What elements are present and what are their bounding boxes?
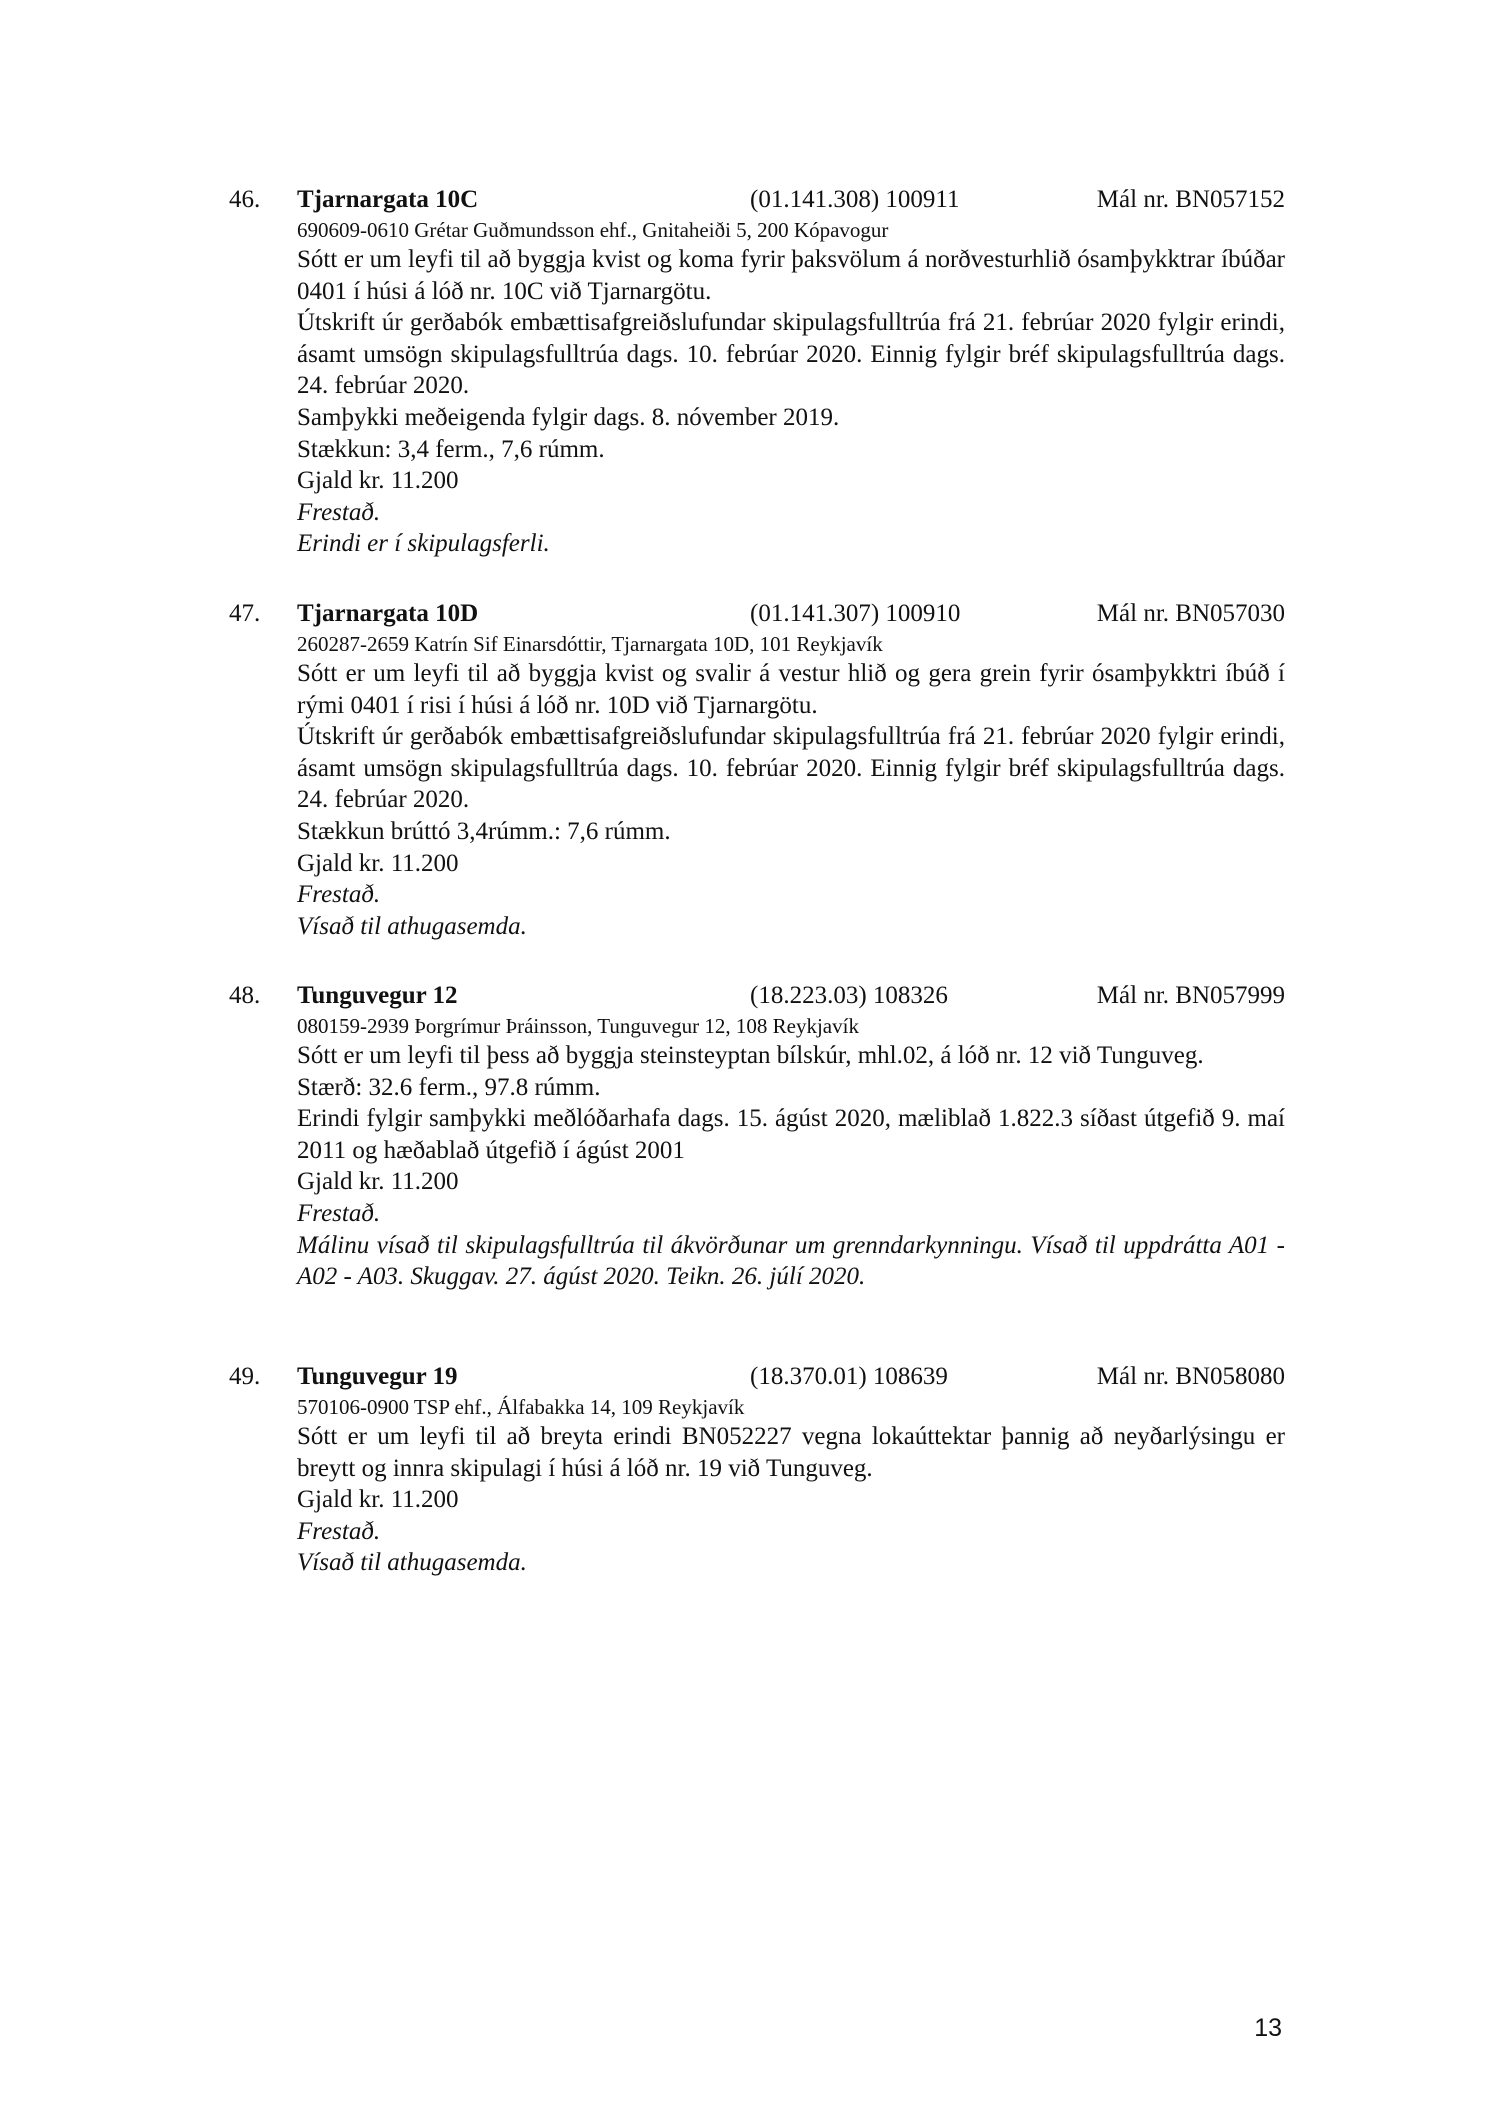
land-id: (18.370.01) 108639	[750, 1363, 948, 1390]
meeting-extract: Útskrift úr gerðabók embættisafgreiðslufundar skipulagsfulltrúa frá 21. febrúar 2020 fylgir erindi, ásamt umsögn skipulagsfulltrúa dags. 10. febrúar 2020. Einnig fylgir bréf skipulagsfulltrúa dags. 24. febrúar 2020.	[297, 723, 1285, 814]
page-number: 13	[1254, 2014, 1282, 2042]
decision: Frestað.	[297, 498, 381, 526]
case-reference: Mál nr. BN058080	[1096, 1363, 1285, 1390]
applicant-line: 690609-0610 Grétar Guðmundsson ehf., Gnitaheiði 5, 200 Kópavogur	[297, 218, 889, 242]
case-number: 47.	[229, 600, 261, 627]
case-body	[297, 1421, 1285, 1579]
case-entry-47	[229, 597, 1285, 942]
case-description: Sótt er um leyfi til þess að byggja steinsteyptan bílskúr, mhl.02, á lóð nr. 12 við Tunguveg.	[297, 1042, 1204, 1069]
case-description: Sótt er um leyfi til að byggja kvist og svalir á vestur hlið og gera grein fyrir ósamþykktri íbúð í rými 0401 í risi í húsi á lóð nr. 10D við Tjarnargötu.	[297, 660, 1285, 719]
fee: Gjald kr. 11.200	[297, 1486, 459, 1514]
case-body	[297, 1040, 1285, 1293]
case-header	[229, 1360, 1285, 1393]
case-reference: Mál nr. BN057999	[1096, 982, 1285, 1009]
decision-note: Málinu vísað til skipulagsfulltrúa til ákvörðunar um grenndarkynningu. Vísað til uppdrátta A01 - A02 - A03. Skuggav. 27. ágúst 2020. Teikn. 26. júlí 2020.	[297, 1231, 1285, 1291]
fee: Gjald kr. 11.200	[297, 849, 459, 877]
case-address: Tjarnargata 10C	[297, 186, 479, 213]
applicant-line: 260287-2659 Katrín Sif Einarsdóttir, Tjarnargata 10D, 101 Reykjavík	[297, 632, 883, 656]
size-change: Stækkun brúttó 3,4rúmm.: 7,6 rúmm.	[297, 817, 671, 845]
decision-note: Vísað til athugasemda.	[297, 912, 527, 940]
land-id: (18.223.03) 108326	[750, 982, 948, 1009]
case-body	[297, 658, 1285, 942]
attachments: Erindi fylgir samþykki meðlóðarhafa dags. 15. ágúst 2020, mæliblað 1.822.3 síðast útgefið 9. maí 2011 og hæðablað útgefið í ágúst 2001	[297, 1105, 1285, 1164]
decision-note: Vísað til athugasemda.	[297, 1549, 527, 1577]
size-change: Stækkun: 3,4 ferm., 7,6 rúmm.	[297, 435, 605, 463]
case-reference: Mál nr. BN057030	[1096, 600, 1285, 627]
meeting-extract: Útskrift úr gerðabók embættisafgreiðslufundar skipulagsfulltrúa frá 21. febrúar 2020 fylgir erindi, ásamt umsögn skipulagsfulltrúa dags. 10. febrúar 2020. Einnig fylgir bréf skipulagsfulltrúa dags. 24. febrúar 2020.	[297, 309, 1285, 400]
case-header	[229, 597, 1285, 630]
applicant-line: 570106-0900 TSP ehf., Álfabakka 14, 109 Reykjavík	[297, 1395, 745, 1419]
case-entry-49	[229, 1360, 1285, 1579]
case-address: Tjarnargata 10D	[297, 600, 479, 627]
case-header	[229, 183, 1285, 216]
case-number: 48.	[229, 982, 261, 1009]
decision-note: Erindi er í skipulagsferli.	[297, 530, 550, 558]
decision: Frestað.	[297, 1199, 381, 1227]
fee: Gjald kr. 11.200	[297, 1168, 459, 1196]
case-entry-48	[229, 979, 1285, 1293]
case-reference: Mál nr. BN057152	[1096, 186, 1285, 213]
fee: Gjald kr. 11.200	[297, 467, 459, 495]
case-entry-46	[229, 183, 1285, 560]
case-header	[229, 979, 1285, 1012]
land-id: (01.141.308) 100911	[750, 186, 960, 213]
case-address: Tunguvegur 12	[297, 982, 458, 1009]
case-address: Tunguvegur 19	[297, 1363, 458, 1390]
decision: Frestað.	[297, 881, 381, 909]
case-description: Sótt er um leyfi til að breyta erindi BN052227 vegna lokaúttektar þannig að neyðarlýsingu er breytt og innra skipulagi í húsi á lóð nr. 19 við Tunguveg.	[297, 1423, 1285, 1482]
case-description: Sótt er um leyfi til að byggja kvist og koma fyrir þaksvölum á norðvesturhlið ósamþykktrar íbúðar 0401 í húsi á lóð nr. 10C við Tjarnargötu.	[297, 246, 1285, 305]
owner-consent: Samþykki meðeigenda fylgir dags. 8. nóvember 2019.	[297, 403, 840, 431]
case-number: 49.	[229, 1363, 261, 1390]
case-body	[297, 244, 1285, 560]
decision: Frestað.	[297, 1517, 381, 1545]
size-change: Stærð: 32.6 ferm., 97.8 rúmm.	[297, 1073, 601, 1101]
land-id: (01.141.307) 100910	[750, 600, 961, 627]
applicant-line: 080159-2939 Þorgrímur Þráinsson, Tunguvegur 12, 108 Reykjavík	[297, 1014, 859, 1038]
case-number: 46.	[229, 186, 261, 213]
